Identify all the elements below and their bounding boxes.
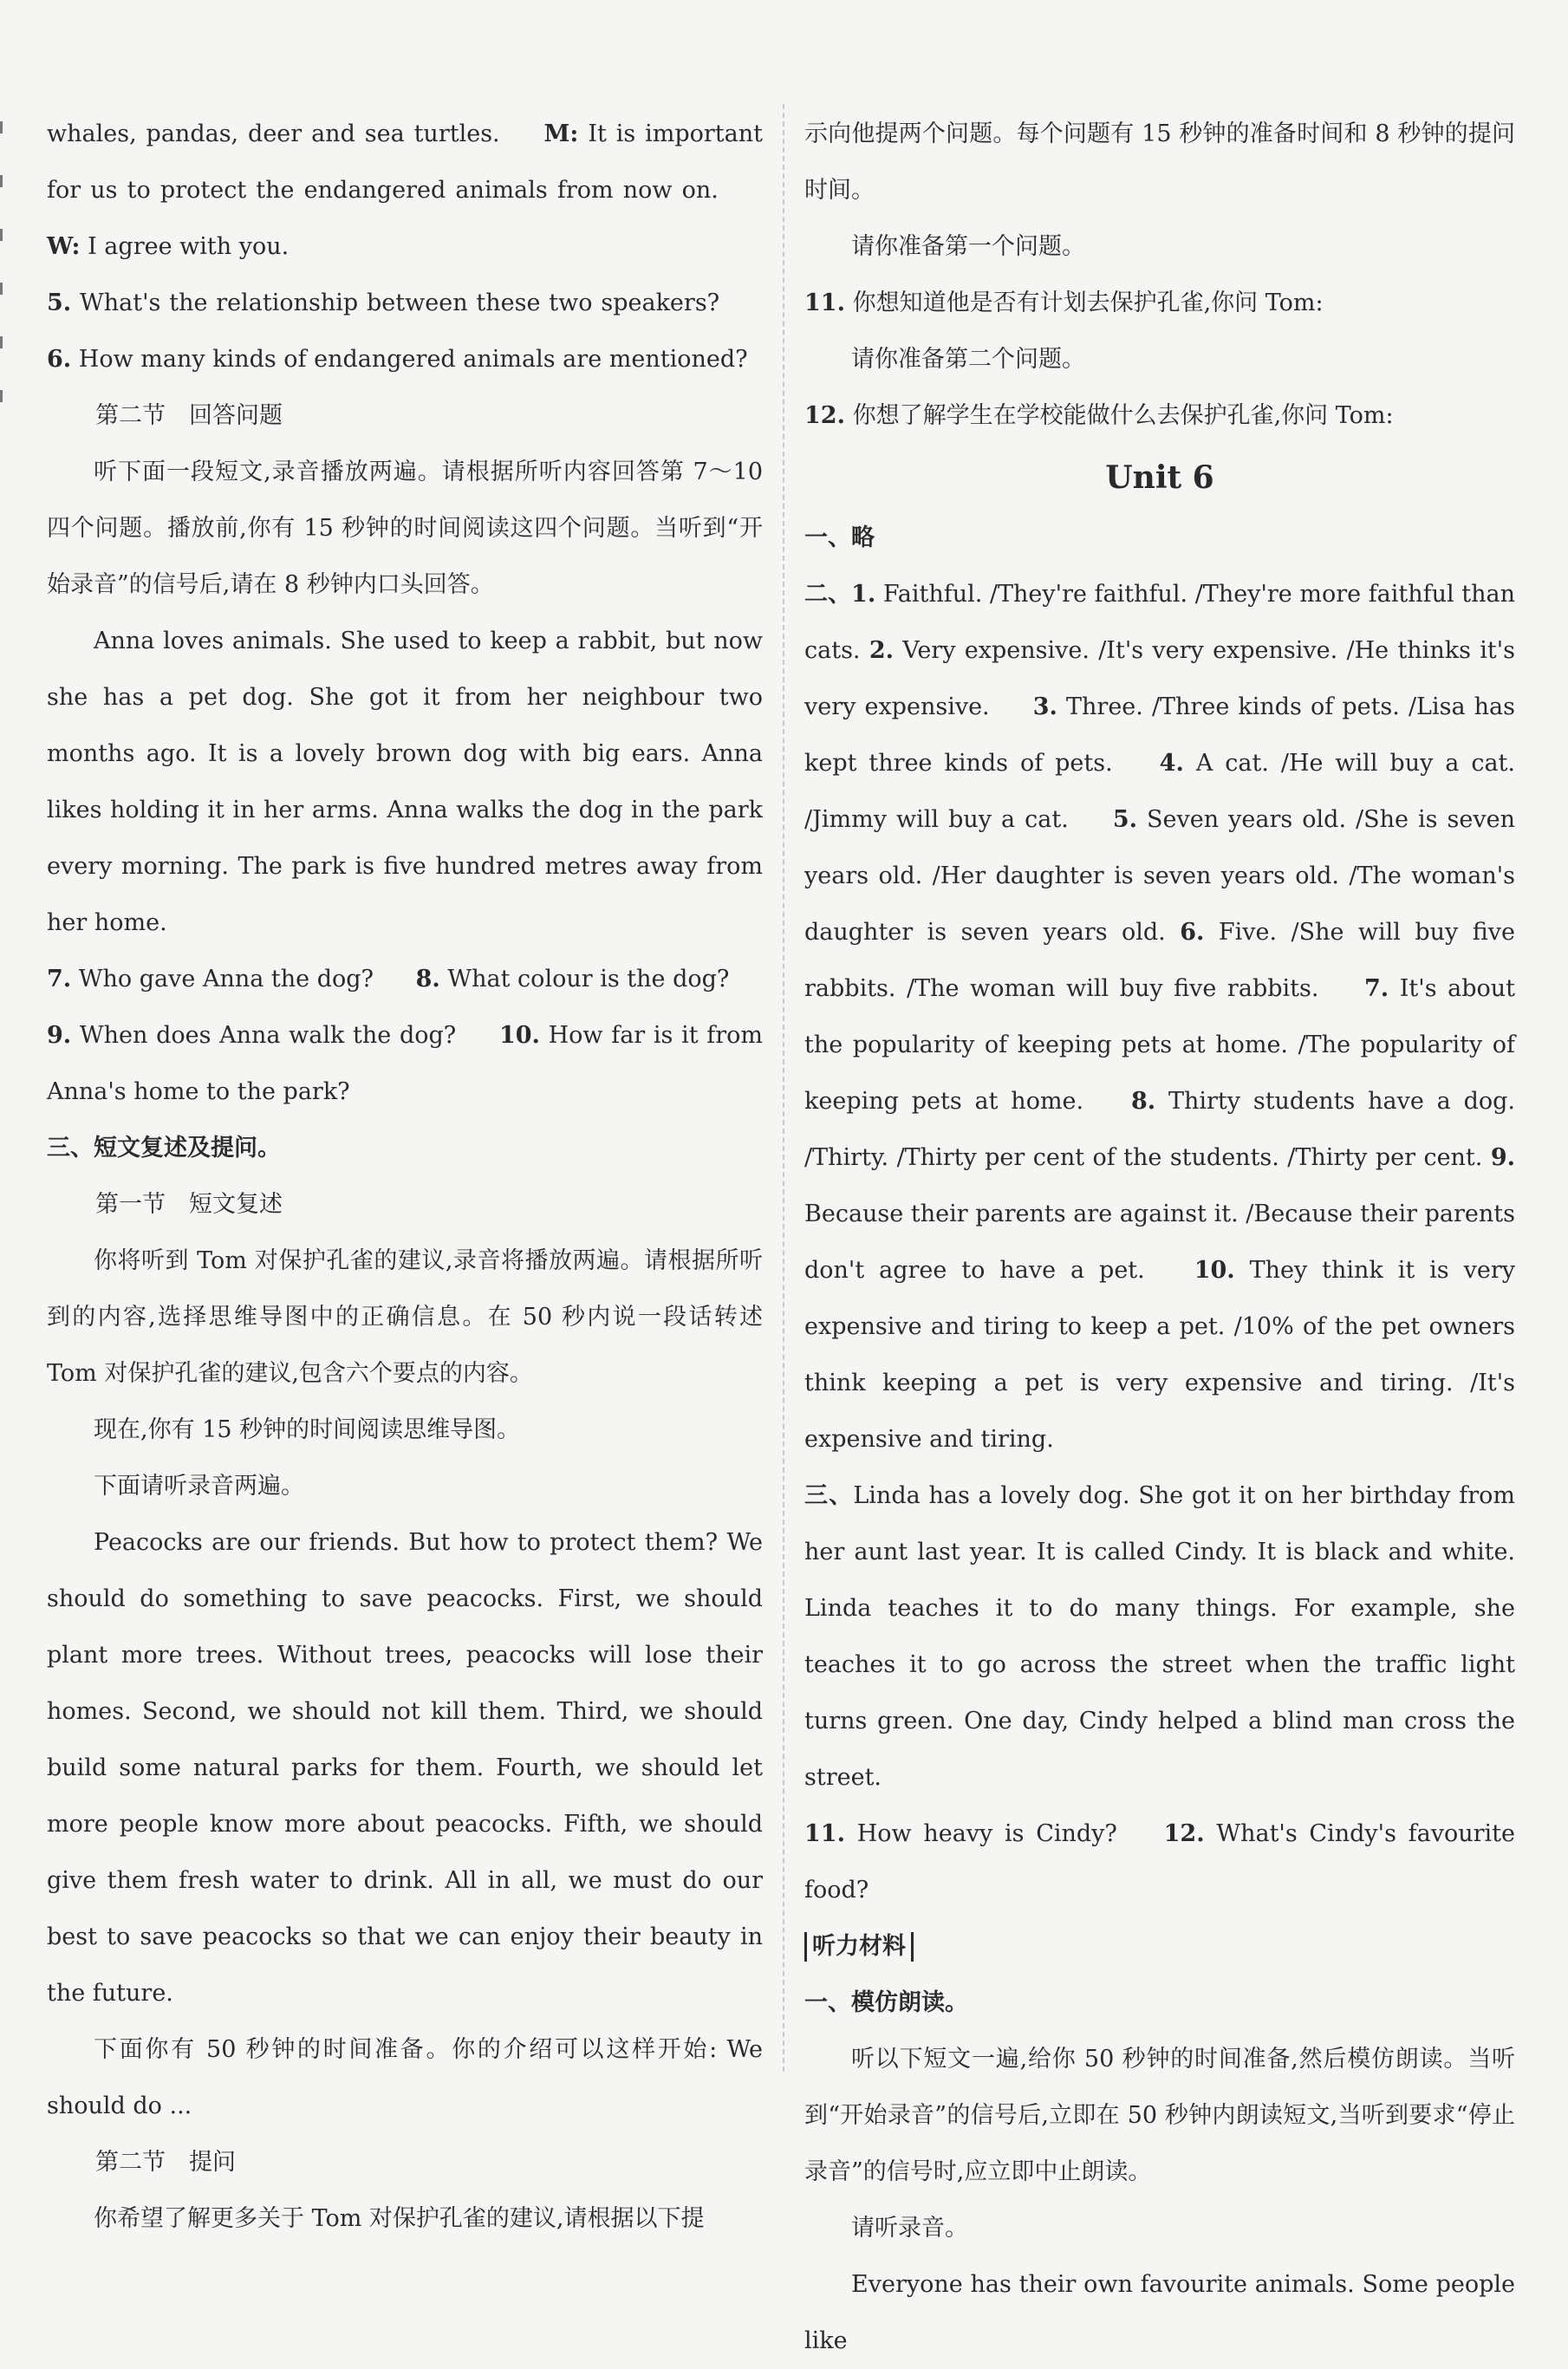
- instructions: 听下面一段短文,录音播放两遍。请根据所听内容回答第 7～10 四个问题。播放前,你有 15 秒钟的时间阅读这四个问题。当听到“开始录音”的信号后,请在 8 秒钟内口头回答。: [47, 459, 763, 598]
- questions-7-8: 7. Who gave Anna the dog? 8. What colour is the dog?: [47, 966, 730, 993]
- instructions: 请你准备第一个问题。: [851, 233, 1085, 260]
- listening-passage: Peacocks are our friends. But how to protect them? We should do something to save peacocks. First, we should plant more trees. Without trees, peacocks will lose their homes. Second, we should not kill them. Third, we should build some natural parks for them. Fourth, we should let more people know more about peacocks. Fifth, we should give them fresh water to drink. All in all, we must do our best to save peacocks so that we can enjoy their beauty in the future.: [47, 1529, 763, 2007]
- binding-edge-marks: [0, 121, 7, 444]
- section-title: 第一节 短文复述: [95, 1191, 283, 1218]
- column-divider: [783, 104, 784, 2072]
- section-title: 第二节 回答问题: [95, 402, 283, 429]
- right-column: [804, 106, 1515, 2369]
- instructions: 示向他提两个问题。每个问题有 15 秒钟的准备时间和 8 秒钟的提问时间。: [804, 120, 1515, 204]
- answers-part-3: 三、Linda has a lovely dog. She got it on her birthday from her aunt last year. It is called Cindy. It is black and white. Linda teaches it to do many things. For example, she teaches it to go across the street when the traffic light turns green. One day, Cindy helped a blind man cross the street.: [804, 1482, 1516, 1791]
- unit-title: Unit 6: [1105, 459, 1214, 496]
- instructions: 请你准备第二个问题。: [851, 346, 1085, 373]
- question-12: 12. 你想了解学生在学校能做什么去保护孔雀,你问 Tom:: [804, 402, 1394, 429]
- instructions: 你希望了解更多关于 Tom 对保护孔雀的建议,请根据以下提: [94, 2205, 705, 2232]
- instructions: 听以下短文一遍,给你 50 秒钟的时间准备,然后模仿朗读。当听到“开始录音”的信号后,立即在 50 秒钟内朗读短文,当听到要求“停止录音”的信号时,应立即中止朗读。: [804, 2046, 1515, 2185]
- listening-passage: Everyone has their own favourite animals. Some people like: [804, 2271, 1515, 2354]
- part-heading: 三、短文复述及提问。: [47, 1135, 281, 1162]
- instructions: 现在,你有 15 秒钟的时间阅读思维导图。: [94, 1416, 521, 1443]
- part-heading: 一、模仿朗读。: [804, 1989, 968, 2016]
- listening-material-tag: 听力材料: [804, 1918, 1515, 1975]
- questions-9-10: 9. When does Anna walk the dog? 10. How far is it from Anna's home to the park?: [47, 1022, 763, 1105]
- section-title: 第二节 提问: [95, 2149, 236, 2176]
- instructions: 请听录音。: [851, 2215, 968, 2242]
- questions-11-12: 11. How heavy is Cindy? 12. What's Cindy's favourite food?: [804, 1820, 1515, 1904]
- instructions: 下面你有 50 秒钟的时间准备。你的介绍可以这样开始: We should do ...: [47, 2036, 763, 2119]
- instructions: 你将听到 Tom 对保护孔雀的建议,录音将播放两遍。请根据所听到的内容,选择思维导图中的正确信息。在 50 秒内说一段话转述 Tom 对保护孔雀的建议,包含六个要点的内容。: [47, 1247, 763, 1387]
- answers-part-2: 二、1. Faithful. /They're faithful. /They're more faithful than cats. 2. Very expensive. /It's very expensive. /He thinks it's very expensive. 3. Three. /Three kinds of pets. /Lisa has kept three kinds of pets. 4. A cat. /He will buy a cat. /Jimmy will buy a cat. 5. Seven years old. /She is seven years old. /Her daughter is seven years old. /The woman's daughter is seven years old. 6. Five. /She will buy five rabbits. /The woman will buy five rabbits. 7. It's about the popularity of keeping pets at home. /The popularity of keeping pets at home. 8. Thirty students have a dog. /Thirty. /Thirty per cent of the students. /Thirty per cent. 9. Because their parents are against it. /Because their parents don't agree to have a pet. 10. They think it is very expensive and tiring to keep a pet. /10% of the pet owners think keeping a pet is very expensive and tiring. /It's expensive and tiring.: [804, 581, 1516, 1453]
- part-heading: 一、略: [804, 524, 875, 551]
- instructions: 下面请听录音两遍。: [94, 1473, 304, 1500]
- question-11: 11. 你想知道他是否有计划去保护孔雀,你问 Tom:: [804, 290, 1324, 316]
- left-column: [47, 106, 763, 2247]
- dialogue-paragraph: whales, pandas, deer and sea turtles. M: It is important for us to protect the endangered animals from now on. W: I agree with you.: [47, 120, 763, 260]
- listening-passage: Anna loves animals. She used to keep a rabbit, but now she has a pet dog. She got it from her neighbour two months ago. It is a lovely brown dog with big ears. Anna likes holding it in her arms. Anna walks the dog in the park every morning. The park is five hundred metres away from her home.: [47, 628, 763, 936]
- questions-5-6: 5. What's the relationship between these two speakers? 6. How many kinds of endangered animals are mentioned?: [47, 290, 748, 373]
